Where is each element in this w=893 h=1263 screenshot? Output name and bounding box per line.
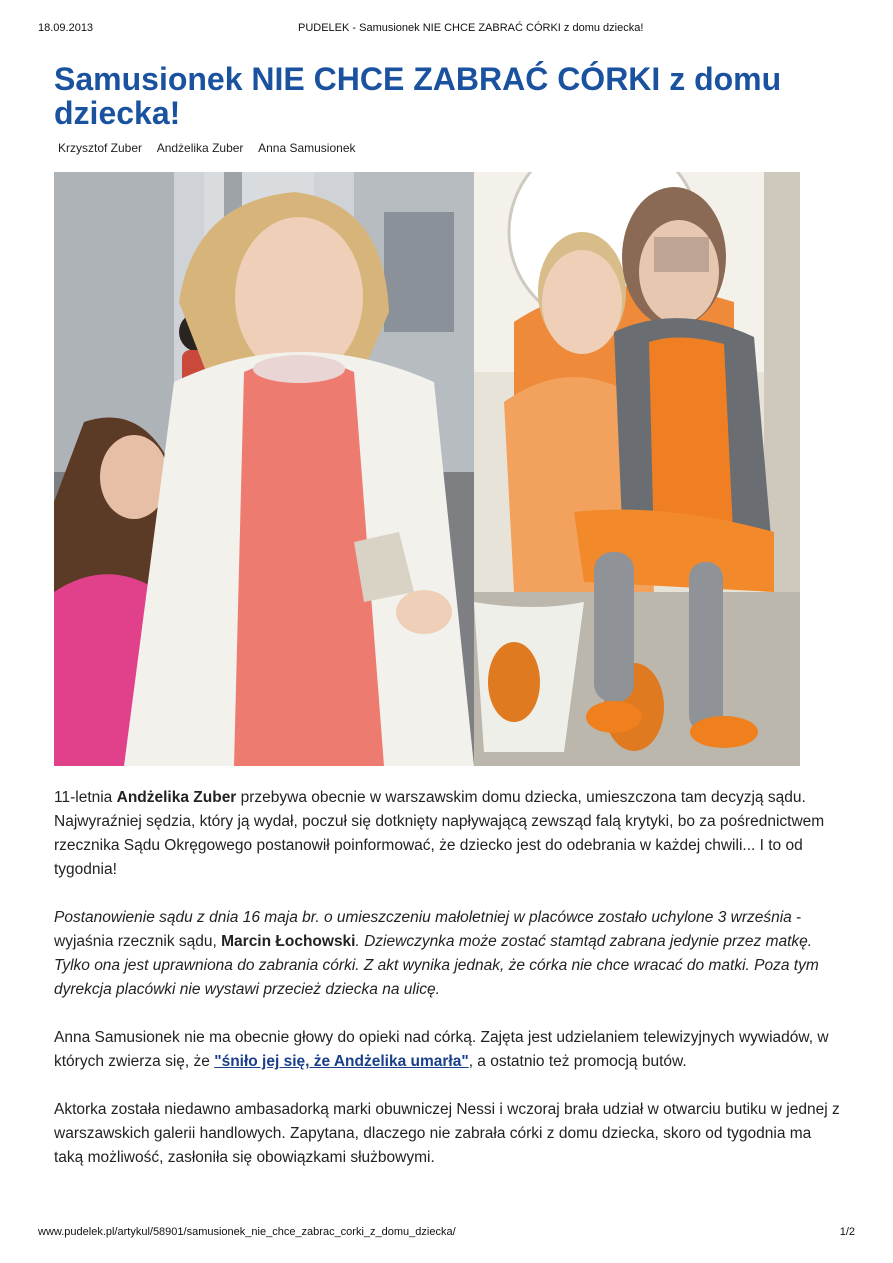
article-paragraph-2: [54, 906, 844, 1002]
paragraph-text: - wyjaśnia rzecznik sądu,: [54, 909, 802, 950]
print-footer: [38, 1226, 855, 1242]
article-paragraph-3: [54, 1026, 844, 1074]
article-paragraph-4: Aktorka została niedawno ambasadorką marki obuwniczej Nessi i wczoraj brała udział w otwarciu butiku w jednej z warszawskich galerii handlowych. Zapytana, dlaczego nie zabrała córki z domu dziecka, skoro od tygodnia ma taką możliwość, zasłoniła się obowiązkami służbowymi.: [54, 1101, 840, 1166]
print-date: 18.09.2013: [38, 22, 94, 34]
article-paragraph-1: [54, 786, 844, 882]
article-body: [54, 786, 844, 1194]
paragraph-text: 11-letnia: [54, 789, 117, 806]
court-quote: Postanowienie sądu z dnia 16 maja br. o umieszczeniu małoletniej w placówce zostało uchylone 3 września: [54, 909, 792, 926]
article-headline: Samusionek NIE CHCE ZABRAĆ CÓRKI z domu dziecka!: [54, 61, 782, 131]
photo-left: [54, 172, 474, 766]
person-name-lochowski: Marcin Łochowski: [221, 933, 356, 950]
tag-andzelika-zuber[interactable]: Andżelika Zuber: [156, 141, 244, 155]
print-url: www.pudelek.pl/artykul/58901/samusionek_nie_chce_zabrac_corki_z_domu_dziecka/: [38, 1226, 456, 1238]
article-tags: [58, 141, 368, 155]
tag-anna-samusionek[interactable]: Anna Samusionek: [258, 141, 356, 155]
photo-woman-with-daughter-orange: [474, 172, 800, 766]
court-quote: . Dziewczynka może zostać stamtąd zabrana jedynie przez matkę. Tylko ona jest uprawniona do zabrania córki. Z akt wynika jednak, że córka nie chce wracać do matki. Poza tym dyrekcja placówki nie wystawi przecież dziecka na ulicę.: [54, 933, 819, 998]
paragraph-text: , a ostatnio też promocją butów.: [468, 1053, 687, 1070]
person-name-andzelika: Andżelika Zuber: [116, 789, 237, 806]
tag-krzysztof-zuber[interactable]: Krzysztof Zuber: [58, 141, 143, 155]
page-number: 1/2: [839, 1226, 855, 1238]
related-article-link[interactable]: "śniło jej się, że Andżelika umarła": [214, 1053, 469, 1070]
print-document-title: PUDELEK - Samusionek NIE CHCE ZABRAĆ CÓRKI z domu dziecka!: [298, 22, 644, 34]
paragraph-text: Anna Samusionek nie ma obecnie głowy do opieki nad córką. Zajęta jest udzielaniem telewizyjnych wywiadów, w których zwierza się, że: [54, 1029, 829, 1070]
photo-woman-white-coat-with-girl: [54, 172, 474, 766]
article-photos: [54, 172, 800, 766]
print-header: [38, 22, 855, 38]
paragraph-text: przebywa obecnie w warszawskim domu dziecka, umieszczona tam decyzją sądu. Najwyraźniej sędzia, który ją wydał, poczuł się dotknięty napływającą zewsząd falą krytyki, bo za pośrednictwem rzecznika Sądu Okręgowego postanowił poinformować, że dziecko jest do odebrania w każdej chwili... I to od tygodnia!: [54, 789, 825, 878]
photo-right: [474, 172, 800, 766]
